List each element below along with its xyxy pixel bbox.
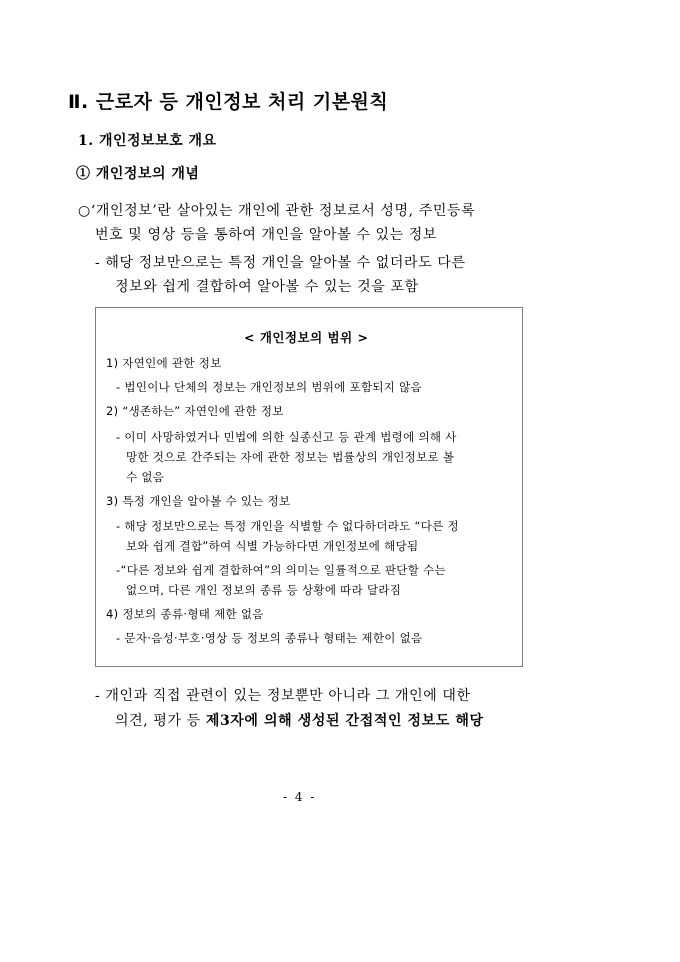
scope-box [95,307,523,667]
scope-item-head: 1) 자연인에 관한 정보 [106,356,222,370]
dash-item-1-line-1: - 해당 정보만으로는 특정 개인을 알아볼 수 없더라도 다른 [95,255,466,271]
scope-item-head: 2) “생존하는” 자연인에 관한 정보 [106,404,284,418]
scope-item-line: 망한 것으로 간주되는 자에 관한 정보는 법률상의 개인정보로 볼 [126,450,455,464]
scope-box-title: < 개인정보의 범위 > [244,330,369,345]
dash-item-1-line-2: 정보와 쉽게 결합하여 알아볼 수 있는 것을 포함 [115,279,419,295]
scope-item-line: - 문자·음성·부호·영상 등 정보의 종류나 형태는 제한이 없음 [116,631,423,645]
scope-item-line: 보와 쉽게 결합”하여 식별 가능하다면 개인정보에 해당됨 [126,539,419,553]
scope-item-line: - 법인이나 단체의 정보는 개인정보의 범위에 포함되지 않음 [116,380,422,394]
chapter-heading: Ⅱ. 근로자 등 개인정보 처리 기본원칙 [68,91,389,113]
scope-item-line: -“다른 정보와 쉽게 결합하여”의 의미는 일률적으로 판단할 수는 [116,563,446,577]
scope-item-line: - 이미 사망하였거나 민법에 의한 실종신고 등 관계 법령에 의해 사 [116,430,457,444]
scope-item-head: 4) 정보의 종류·형태 제한 없음 [106,607,264,621]
dash-item-2-emphasis: 제3자에 의해 생성된 간접적인 정보도 해당 [205,713,484,729]
definition-line-1: ○‘개인정보’란 살아있는 개인에 관한 정보로서 성명, 주민등록 [78,203,476,219]
scope-item-line: 수 없음 [126,470,165,484]
dash-item-2-line-1: - 개인과 직접 관련이 있는 정보뿐만 아니라 그 개인에 대한 [95,688,471,704]
subsection-heading: ① 개인정보의 개념 [76,166,200,182]
section-heading: 1. 개인정보보호 개요 [78,133,217,149]
scope-item-head: 3) 특정 개인을 알아볼 수 있는 정보 [106,494,291,508]
scope-item-line: 없으며, 다른 개인 정보의 종류 등 상황에 따라 달라짐 [126,583,402,597]
page-number: - 4 - [283,790,317,804]
dash-item-2-line-2 [115,710,484,730]
scope-item-line: - 해당 정보만으로는 특정 개인을 식별할 수 없다하더라도 “다른 정 [116,519,459,533]
dash-item-2-text: 의견, 평가 등 [115,713,206,729]
definition-line-2: 번호 및 영상 등을 통하여 개인을 알아볼 수 있는 정보 [95,227,438,243]
